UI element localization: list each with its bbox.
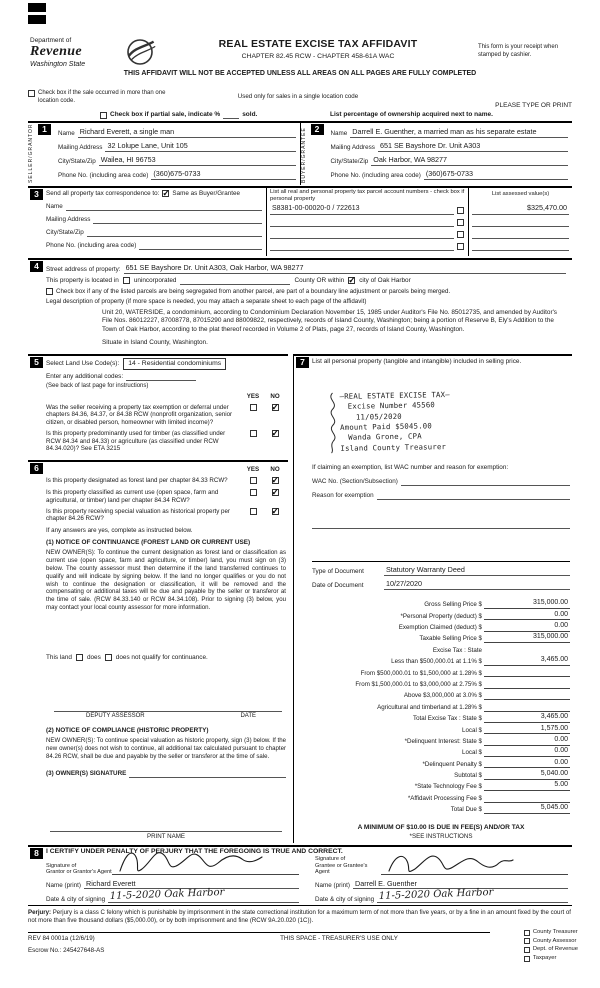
wac-row <box>312 477 570 486</box>
footer-row <box>28 932 490 943</box>
question-row <box>46 404 286 427</box>
county-assessor-checkbox[interactable] <box>524 938 530 944</box>
land-use-label: Select Land Use Code(s): <box>46 360 120 368</box>
section-number-5: 5 <box>30 357 43 368</box>
tax-value[interactable]: 1,575.00 <box>484 725 570 735</box>
located-in-row <box>46 277 566 285</box>
seller-name-value[interactable]: Richard Everett, a single man <box>78 128 296 138</box>
tax-row-exemption: Exemption Claimed (deduct) $ 0.00 <box>398 622 568 632</box>
grantor-name-value[interactable]: Richard Everett <box>84 880 299 890</box>
seller-side-label: SELLER/GRANTOR <box>28 123 34 183</box>
legal-description-label: Legal description of property (if more space is needed, you may attach a separate sheet to each page of the affidavit) <box>46 298 367 306</box>
tax-value[interactable]: 0.00 <box>484 736 570 746</box>
segregated-checkbox[interactable] <box>46 288 53 295</box>
section-number-6: 6 <box>30 463 43 474</box>
right-column <box>293 354 572 843</box>
yes-no-header <box>46 466 286 474</box>
agency-state: Washington State <box>30 60 86 68</box>
parties-sections <box>28 121 572 185</box>
escrow-number: Escrow No.: 245427648-AS <box>28 947 105 954</box>
owners-signature-row <box>46 769 286 778</box>
q1-yes-checkbox[interactable] <box>250 404 257 411</box>
partial-sale-percent-field[interactable] <box>223 111 239 119</box>
question-text: Is this property classified as current use (open space, farm and agricultural, or timber) land per chapter 84.34 RCW? <box>46 489 219 504</box>
field-label: Mailing Address <box>46 216 91 223</box>
multi-location-checkbox[interactable] <box>28 90 35 97</box>
tax-row-tier3: From $1,500,000.01 to $3,000,000 at 2.75% $ <box>312 677 570 688</box>
seller-city-row <box>58 153 296 166</box>
tax-row-tier1: Less than $500,000.01 at 1.1% $ 3,465.00 <box>391 656 568 666</box>
form-subtitle: CHAPTER 82.45 RCW - CHAPTER 458-61A WAC <box>241 53 395 61</box>
does-not-label: does not qualify for continuance. <box>115 653 208 661</box>
yes-no-header <box>46 393 286 401</box>
question-text: Is this property designated as forest land per chapter 84.33 RCW? <box>46 476 228 484</box>
grantee-signature-scrawl <box>385 851 515 877</box>
copy-option <box>524 946 578 953</box>
dept-of-revenue-checkbox[interactable] <box>524 947 530 953</box>
rev-form-number: REV 84 0001a (12/6/19) <box>28 935 95 942</box>
assessed-values-header: List assessed value(s) <box>491 191 550 197</box>
location-code-row <box>28 90 572 110</box>
notice2-title: (2) NOTICE OF COMPLIANCE (HISTORIC PROPERTY) <box>46 726 209 734</box>
buyer-name-value[interactable]: Darrell E. Guenther, a married man as his separate estate <box>350 128 568 138</box>
spacer <box>46 612 286 654</box>
q2-no-checkbox[interactable] <box>272 430 279 437</box>
does-not-checkbox[interactable] <box>105 654 112 661</box>
reason-row <box>312 491 570 500</box>
tax-value[interactable]: 315,000.00 <box>484 633 570 643</box>
parcel-number-field[interactable] <box>270 242 454 251</box>
tax-value[interactable]: 0.00 <box>484 747 570 757</box>
parcel-header: List all real and personal property tax parcel account numbers - check box if personal property <box>270 189 465 202</box>
form-warning: THIS AFFIDAVIT WILL NOT BE ACCEPTED UNLESS ALL AREAS ON ALL PAGES ARE FULLY COMPLETED <box>123 70 477 77</box>
current-use-no-checkbox[interactable] <box>272 489 279 496</box>
print-name-label: PRINT NAME <box>146 833 186 841</box>
street-address-value[interactable]: 651 SE Bayshore Dr. Unit A303, Oak Harbor, WA 98277 <box>124 264 566 274</box>
tax-value[interactable]: 0.00 <box>484 759 570 769</box>
field-label: Mailing Address <box>58 144 103 152</box>
question-text: Is this property predominantly used for timber (as classified under RCW 84.34 and 84.33) or agriculture (as classified under RCW 84.34.020)? See ETA 3215 <box>46 429 226 453</box>
yes-header: YES <box>246 392 260 400</box>
doc-date-label: Date of Document <box>312 581 364 589</box>
partial-sale-label: Check box if partial sale, indicate % <box>110 111 221 118</box>
correspondence-name-row <box>46 199 262 211</box>
tax-value[interactable] <box>484 794 570 803</box>
correspondence-address-row <box>46 212 262 224</box>
date-label: DATE <box>240 713 256 720</box>
grantee-signature-row <box>315 858 568 875</box>
correspondence-name-field[interactable] <box>66 202 262 211</box>
corner-mark <box>28 3 46 12</box>
copy-option <box>524 938 578 945</box>
buyer-phone-value[interactable]: (360)675-0733 <box>424 170 568 180</box>
tax-value[interactable] <box>484 691 570 700</box>
personal-property-checkbox[interactable] <box>457 243 464 250</box>
buyer-section <box>300 121 573 185</box>
section-number-1: 1 <box>38 124 51 135</box>
segregated-row <box>46 288 566 296</box>
grantor-signature-row <box>46 858 299 875</box>
tax-row-total-due: Total Due $ 5,045.00 <box>450 804 568 814</box>
section-number-7: 7 <box>296 357 309 368</box>
tax-row-total-state: Total Excise Tax : State $ 3,465.00 <box>412 713 568 723</box>
land-use-row <box>46 358 286 370</box>
forest-yes-checkbox[interactable] <box>250 477 257 484</box>
section-number-4: 4 <box>30 261 43 272</box>
tax-row-gross: Gross Selling Price $ 315,000.00 <box>424 599 568 609</box>
county-field[interactable] <box>180 277 290 285</box>
divider <box>312 561 570 562</box>
county-treasurer-checkbox[interactable] <box>524 930 530 936</box>
signature-of-label: Signature of <box>46 862 77 869</box>
date-city-label: Date & city of signing <box>315 895 375 903</box>
corner-marks <box>28 3 46 27</box>
owners-signature-line[interactable] <box>129 769 286 778</box>
designation-section <box>28 460 288 843</box>
exemption-note: If claiming an exemption, list WAC number and reason for exemption: <box>312 464 509 472</box>
copies-checklist <box>524 929 578 964</box>
send-correspondence-label: Send all property tax correspondence to: <box>46 190 160 197</box>
perjury-label: Perjury: <box>28 909 52 916</box>
grantor-signature-line[interactable] <box>112 863 299 875</box>
tax-row-processing-fee: *Affidavit Processing Fee $ <box>312 791 570 802</box>
stamp-line: Wanda Grone, CPA <box>348 431 422 443</box>
reason-field[interactable] <box>377 491 570 500</box>
wac-label: WAC No. (Section/Subsection) <box>312 478 398 486</box>
parcel-row <box>270 203 465 215</box>
tax-row-tech-fee: *State Technology Fee $ 5.00 <box>414 781 568 791</box>
doc-type-value[interactable]: Statutory Warranty Deed <box>384 566 570 576</box>
personal-property-header: List all personal property (tangible and intangible) included in selling price. <box>312 358 522 365</box>
does-checkbox[interactable] <box>76 654 83 661</box>
copy-label: County Treasurer <box>532 929 578 935</box>
city-of-value: city of Oak Harbor <box>359 276 411 284</box>
revenue-logo-icon <box>124 36 156 68</box>
left-column <box>28 354 288 843</box>
perjury-notice <box>28 909 572 924</box>
section-number-3: 3 <box>30 189 43 200</box>
owners-signature-label: (3) OWNER(S) SIGNATURE <box>46 769 127 777</box>
tax-correspondence-section <box>28 186 572 256</box>
assessed-value-field[interactable] <box>472 227 569 239</box>
question-row <box>46 477 286 486</box>
field-label: City/State/Zip <box>58 158 96 166</box>
perjury-text: Perjury is a class C felony which is punishable by imprisonment in the state correctional institution for a maximum term of not more than five years, or by a fine in an amount fixed by the court of not more than five thousand dollars ($5,000.00), or by both imprisonment and fine (RCW 9A.20.020 (1C)). <box>28 909 571 924</box>
taxpayer-checkbox[interactable] <box>524 956 530 962</box>
form-title: REAL ESTATE EXCISE TAX AFFIDAVIT <box>218 38 418 50</box>
certify-statement: I CERTIFY UNDER PENALTY OF PERJURY THAT THE FOREGOING IS TRUE AND CORRECT. <box>46 848 343 855</box>
form-header <box>28 36 572 88</box>
legal-description-text: Unit 20, WATERSIDE, a condominium, according to Condominium Declaration November 15, 1985 under Auditor's File No. 85012735, and amended by Auditor's File Nos. 86012227, 87008778, 87015290 and 88009822, respectively, records of Island County, Washington; being a portion of Reserve B, Ely's Addition to the Town of Oak Harbor, according to the plat thereof recorded in Volume 2 of Plats, page 27, records of Island County, Washington. <box>102 309 557 333</box>
personal-property-section <box>294 354 572 843</box>
grantee-name-row <box>315 876 568 889</box>
tax-value[interactable]: 5.00 <box>484 781 570 791</box>
doc-type-label: Type of Document <box>312 567 364 575</box>
tax-value[interactable]: 315,000.00 <box>484 599 570 609</box>
signature-of-label: Signature of <box>315 856 346 863</box>
stamp-line: Amount Paid $5045.00 <box>340 421 433 432</box>
question-row <box>46 508 286 524</box>
grantee-signature-block <box>315 858 568 903</box>
seller-phone-row <box>58 167 296 180</box>
street-address-label: Street address of property: <box>46 265 121 273</box>
personal-property-checkbox[interactable] <box>457 207 464 214</box>
seller-name-row <box>58 125 296 138</box>
seller-city-value[interactable]: Wailea, HI 96753 <box>99 156 296 166</box>
parcel-number-value[interactable]: S8381-00-00020-0 / 722613 <box>270 205 454 215</box>
certification-section <box>28 845 572 906</box>
field-label: Name <box>58 130 75 138</box>
grantor-date-row <box>46 887 299 903</box>
grantee-date-city-value[interactable]: 11-5-2020 Oak Harbor <box>377 892 568 903</box>
grantor-name-row <box>46 876 299 889</box>
partial-sale-suffix: sold. <box>242 111 258 118</box>
land-use-value[interactable]: 14 - Residential condominiums <box>123 358 226 370</box>
additional-codes-row <box>46 373 286 381</box>
assessed-values-block <box>468 188 572 256</box>
tax-value[interactable] <box>484 680 570 689</box>
tax-value[interactable]: 5,040.00 <box>484 770 570 780</box>
name-print-label: Name (print) <box>315 881 350 889</box>
grantor-signature-block <box>46 858 299 903</box>
grantee-signature-line[interactable] <box>381 863 568 875</box>
stamp-line: —REAL ESTATE EXCISE TAX— <box>339 389 450 401</box>
title-block <box>168 38 468 62</box>
grantee-date-row <box>315 887 568 903</box>
tax-row-local: Local $ 1,575.00 <box>462 724 568 734</box>
multi-location-option <box>28 90 184 105</box>
multi-location-label: Check box if the sale occurred in more than one location code. <box>38 90 166 104</box>
historic-yes-checkbox[interactable] <box>250 508 257 515</box>
notice1-text: NEW OWNER(S): To continue the current designation as forest land or classification as current use (open space, farm and agriculture, or timber) land, you must sign on (3) below. The county assessor must then determine if the land transferred continues to qualify and will indicate by signing below. If the land no longer qualifies or you do not wish to continue the designation or classification, it will be removed and the compensating or additional taxes will be due and payable by the seller or transferor at the time of sale. (RCW 84.33.140 or RCW 84.34.108). Prior to signing (3) below, you may contact your local county assessor for more information. <box>46 548 286 612</box>
same-as-buyer-label: Same as Buyer/Grantee <box>172 190 240 197</box>
grantee-name-value[interactable]: Darrell E. Guenther <box>353 880 568 890</box>
grantee-agent-label: Grantee or Grantee's Agent <box>315 862 368 876</box>
correspondence-city-field[interactable] <box>87 228 262 237</box>
field-label: City/State/Zip <box>330 158 369 166</box>
section-number-8: 8 <box>30 848 43 859</box>
parcel-row <box>270 227 465 239</box>
buyer-name-row <box>331 125 569 138</box>
street-address-row <box>46 264 566 274</box>
deputy-assessor-label: DEPUTY ASSESSOR <box>86 713 145 720</box>
buyer-side-label: BUYER/GRANTEE <box>300 127 307 183</box>
tax-row-agricultural: Agricultural and timberland at 1.28% $ <box>312 700 570 711</box>
stamp-line: 11/05/2020 <box>355 411 402 422</box>
correspondence-block <box>28 188 266 256</box>
see-instructions-note: *SEE INSTRUCTIONS <box>409 833 473 841</box>
treasurer-stamp <box>325 388 570 454</box>
field-label: Name <box>46 203 63 210</box>
field-label: City/State/Zip <box>46 229 84 236</box>
tax-value[interactable]: 3,465.00 <box>484 713 570 723</box>
seller-address-row <box>58 139 296 152</box>
instructions-note: (See back of last page for instructions) <box>46 383 149 390</box>
agency-name: Revenue <box>30 43 82 59</box>
buyer-address-value[interactable]: 651 SE Bayshore Dr. Unit A303 <box>378 142 568 152</box>
copy-label: County Assessor <box>532 937 577 944</box>
buyer-city-row <box>331 153 569 166</box>
stamp-line: Excise Number 45560 <box>347 400 436 412</box>
same-as-buyer-checkbox[interactable] <box>162 190 169 197</box>
buyer-address-row <box>331 139 569 152</box>
copy-option <box>524 929 578 936</box>
field-label: Phone No. (including area code) <box>58 172 149 180</box>
doc-date-value[interactable]: 10/27/2020 <box>384 580 570 590</box>
reason-extra-line[interactable] <box>312 509 570 529</box>
no-header: NO <box>270 466 280 474</box>
situate-text: Situate in Island County, Washington. <box>102 339 208 347</box>
correspondence-address-field[interactable] <box>93 215 262 224</box>
seller-phone-value[interactable]: (360)675-0733 <box>151 170 295 180</box>
does-label: does <box>86 653 101 661</box>
stamp-text <box>339 390 450 454</box>
tax-value[interactable]: 3,465.00 <box>484 656 570 666</box>
notice2-text: NEW OWNER(S): To continue special valuation as historic property, sign (3) below. If the new owner(s) does not wish to continue, all additional tax calculated pursuant to chapter 84.26 RCW, shall be due and payable by the seller or transferor at the time of sale. <box>46 736 286 760</box>
minimum-due-note: A MINIMUM OF $10.00 IS DUE IN FEE(S) AND/OR TAX <box>357 824 525 832</box>
print-name-line[interactable] <box>50 790 282 833</box>
tax-row-subtotal: Subtotal $ 5,040.00 <box>454 770 568 780</box>
deputy-labels-row <box>46 712 286 721</box>
tax-value[interactable]: 0.00 <box>484 622 570 632</box>
seller-address-value[interactable]: 32 Lolupe Lane, Unit 105 <box>105 142 295 152</box>
no-header: NO <box>270 392 280 400</box>
single-location-note: Used only for sales in a single location code <box>237 93 359 100</box>
assessed-value-field[interactable] <box>472 215 569 227</box>
tax-row-excise-header: Excise Tax : State <box>432 646 482 654</box>
type-or-print-note: PLEASE TYPE OR PRINT <box>495 102 572 109</box>
city-checkbox[interactable] <box>348 277 355 284</box>
tax-value[interactable]: 0.00 <box>484 611 570 621</box>
stamp-squiggle-icon <box>325 392 336 454</box>
segregated-label: Check box if any of the listed parcels are being segregated from another parcel, are part of a boundary line adjustment or parcels being merged. <box>56 287 451 295</box>
field-label: Phone No. (including area code) <box>46 242 137 249</box>
agency-dept: Department of <box>30 37 72 44</box>
tax-row-delinq-penalty: *Delinquent Penalty $ 0.00 <box>422 758 568 768</box>
additional-codes-label: Enter any additional codes: <box>46 373 124 381</box>
treasurer-use-note: THIS SPACE - TREASURER'S USE ONLY <box>280 935 398 942</box>
buyer-phone-row <box>331 167 569 180</box>
parcel-row <box>270 215 465 227</box>
grantor-signature-scrawl <box>116 847 266 877</box>
unincorporated-checkbox[interactable] <box>123 277 130 284</box>
tax-row-delinq-interest-local: Local $ 0.00 <box>462 747 568 757</box>
current-use-yes-checkbox[interactable] <box>250 489 257 496</box>
grantor-agent-label: Grantor or Grantor's Agent <box>46 869 112 876</box>
partial-sale-option <box>100 111 257 119</box>
seller-section <box>28 121 300 185</box>
reason-label: Reason for exemption <box>312 492 374 500</box>
question-text: Was the seller receiving a property tax exemption or deferral under chapters 84.36, 84.37, or 84.38 RCW (nonprofit organization, senior citizen, or disabled person, homeowner with limited income)? <box>46 403 233 427</box>
tax-row-tier4: Above $3,000,000 at 3.0% $ <box>312 689 570 700</box>
receipt-note: This form is your receipt when stamped by cashier. <box>478 44 559 58</box>
assessed-value[interactable]: $325,470.00 <box>472 203 569 215</box>
correspondence-phone-field[interactable] <box>139 241 262 250</box>
buyer-city-value[interactable]: Oak Harbor, WA 98277 <box>371 156 568 166</box>
land-use-section <box>28 354 288 457</box>
personal-property-checkbox[interactable] <box>457 231 464 238</box>
date-city-label: Date & city of signing <box>46 895 106 903</box>
yes-header: YES <box>246 466 260 474</box>
property-location-section <box>28 258 572 353</box>
parcel-row <box>270 239 465 251</box>
question-text: Is this property receiving special valuation as historical property per chapter 84.26 RCW? <box>46 507 230 523</box>
tax-row-taxable: Taxable Selling Price $ 315,000.00 <box>419 633 568 643</box>
notice1-title: (1) NOTICE OF CONTINUANCE (FOREST LAND OR CURRENT USE) <box>46 538 251 546</box>
historic-no-checkbox[interactable] <box>272 508 279 515</box>
tax-value[interactable] <box>484 668 570 677</box>
parcel-number-field[interactable] <box>270 230 454 239</box>
lower-columns <box>28 354 572 843</box>
copy-label: Dept. of Revenue <box>532 946 578 953</box>
send-correspondence-row <box>46 190 262 198</box>
q2-yes-checkbox[interactable] <box>250 430 257 437</box>
copy-label: Taxpayer <box>532 955 557 962</box>
tax-row-delinq-interest-state: *Delinquent Interest: State $ 0.00 <box>404 735 568 745</box>
signature-grid <box>46 858 568 903</box>
question-row <box>46 430 286 453</box>
deputy-assessor-signature-line[interactable] <box>54 670 282 713</box>
doc-date-row <box>312 580 570 590</box>
field-label: Mailing Address <box>330 144 375 152</box>
field-label: Name <box>330 130 348 138</box>
tax-table <box>312 598 570 814</box>
qualify-row <box>46 654 286 662</box>
qualify-label: This land <box>46 653 72 661</box>
parcel-numbers-block <box>266 188 468 256</box>
tax-value[interactable] <box>484 703 570 712</box>
correspondence-city-row <box>46 225 262 237</box>
personal-property-checkbox[interactable] <box>457 219 464 226</box>
grantor-date-city-value[interactable]: 11-5-2020 Oak Harbor <box>108 892 299 903</box>
partial-sale-checkbox[interactable] <box>100 112 107 119</box>
question-row <box>46 489 286 505</box>
parcel-number-field[interactable] <box>270 218 454 227</box>
county-or-label: County OR within <box>294 276 345 284</box>
assessed-value-field[interactable] <box>472 239 569 251</box>
field-label: Phone No. (including area code) <box>330 172 421 180</box>
tax-value[interactable]: 5,045.00 <box>484 804 570 814</box>
wac-field[interactable] <box>401 477 570 486</box>
tax-row-tier2: From $500,000.01 to $1,500,000 at 1.28% $ <box>312 666 570 677</box>
corner-mark <box>28 15 46 24</box>
forest-no-checkbox[interactable] <box>272 477 279 484</box>
ownership-note: List percentage of ownership acquired next to name. <box>330 111 493 118</box>
if-yes-note: If any answers are yes, complete as instructed below. <box>46 527 193 535</box>
q1-no-checkbox[interactable] <box>272 404 279 411</box>
name-print-label: Name (print) <box>46 881 81 889</box>
doc-type-row <box>312 566 570 576</box>
stamp-line: Island County Treasurer <box>340 441 447 453</box>
located-in-label: This property is located in <box>46 276 119 284</box>
section-number-2: 2 <box>311 124 324 135</box>
correspondence-phone-row <box>46 238 262 250</box>
unincorporated-label: unincorporated <box>133 276 177 284</box>
additional-codes-field[interactable] <box>126 373 196 381</box>
tax-row-personal: *Personal Property (deduct) $ 0.00 <box>400 610 568 620</box>
copy-option <box>524 955 578 962</box>
